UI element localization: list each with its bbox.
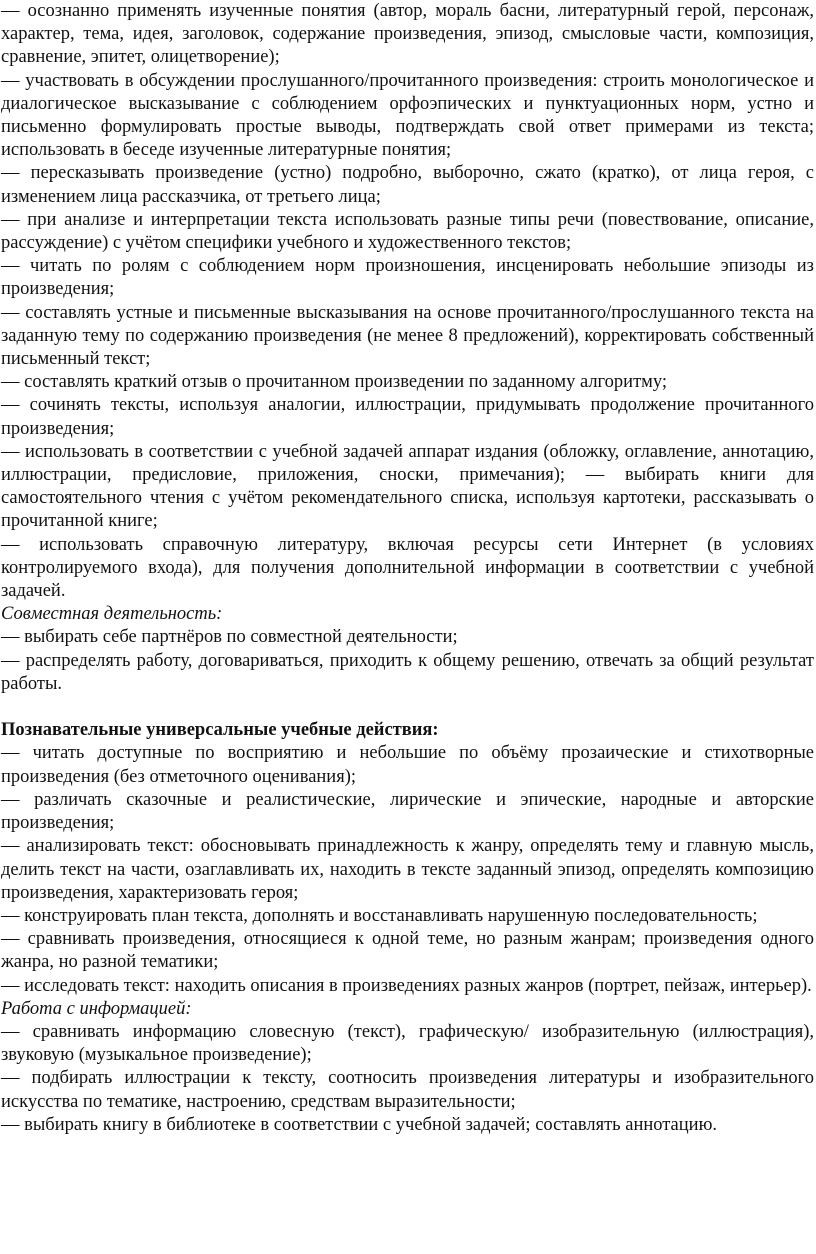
list-item: — при анализе и интерпретации текста использовать разные типы речи (повествование, описание, рассуждение) с учётом специфики учебного и художественного текстов; xyxy=(1,209,814,254)
list-item: — подбирать иллюстрации к тексту, соотносить произведения литературы и изобразительного искусства по тематике, настроению, средствам выразительности; xyxy=(1,1068,814,1112)
list-item: — конструировать план текста, дополнять и восстанавливать нарушенную последовательность; xyxy=(1,905,758,926)
list-item: — читать доступные по восприятию и небольшие по объёму прозаические и стихотворные произведения (без отметочного оценивания); xyxy=(1,743,814,787)
section-literary-skills xyxy=(1,0,814,603)
joint-activity-heading: Совместная деятельность: xyxy=(1,604,223,625)
section-information xyxy=(1,998,814,1137)
list-item: — использовать в соответствии с учебной задачей аппарат издания (обложку, оглавление, аннотацию, иллюстрации, предисловие, приложения, сноски, примечания); — выбирать книги для самостоятельного чтения с учётом рекомендательного списка, используя картотеки, рассказывать о прочитанной книге; xyxy=(1,441,814,532)
list-item: — осознанно применять изученные понятия (автор, мораль басни, литературный герой, персонаж, характер, тема, идея, заголовок, содержание произведения, эпизод, смысловые части, композиция, сравнение, эпитет, олицетворение); xyxy=(1,1,814,68)
list-item: — исследовать текст: находить описания в произведениях разных жанров (портрет, пейзаж, интерьер). xyxy=(1,975,812,996)
list-item: — сочинять тексты, используя аналогии, иллюстрации, придумывать продолжение прочитанного произведения; xyxy=(1,395,814,439)
list-item: — читать по ролям с соблюдением норм произношения, инсценировать небольшие эпизоды из произведения; xyxy=(1,256,814,300)
list-item: — пересказывать произведение (устно) подробно, выборочно, сжато (кратко), от лица героя, с изменением лица рассказчика, от третьего лица; xyxy=(1,163,814,207)
list-item: — распределять работу, договариваться, приходить к общему решению, отвечать за общий результат работы. xyxy=(1,650,814,694)
list-item: — сравнивать произведения, относящиеся к одной теме, но разным жанрам; произведения одного жанра, но разной тематики; xyxy=(1,929,814,973)
list-item: — составлять устные и письменные высказывания на основе прочитанного/прослушанного текста на заданную тему по содержанию произведения (не менее 8 предложений), корректировать собственный письменный текст; xyxy=(1,302,814,370)
cognitive-heading: Познавательные универсальные учебные действия: xyxy=(1,720,439,741)
list-item: — различать сказочные и реалистические, лирические и эпические, народные и авторские произведения; xyxy=(1,789,814,834)
list-item: — сравнивать информацию словесную (текст), графическую/ изобразительную (иллюстрация), звуковую (музыкальное произведение); xyxy=(1,1021,814,1066)
list-item: — выбирать книгу в библиотеке в соответствии с учебной задачей; составлять аннотацию. xyxy=(1,1114,718,1135)
list-item: — выбирать себе партнёров по совместной деятельности; xyxy=(1,627,458,648)
list-item: — использовать справочную литературу, включая ресурсы сети Интернет (в условиях контролируемого входа), для получения дополнительной информации в соответствии с учебной задачей. xyxy=(1,534,814,602)
list-item: — участвовать в обсуждении прослушанного/прочитанного произведения: строить монологическое и диалогическое высказывание с соблюдением орфоэпических и пунктуационных норм, устно и письменно формулировать простые выводы, подтверждать свой ответ примерами из текста; использовать в беседе изученные литературные понятия; xyxy=(1,70,814,161)
section-joint-activity xyxy=(1,603,814,696)
section-cognitive-actions xyxy=(1,719,814,997)
blank-line xyxy=(1,696,814,719)
information-heading: Работа с информацией: xyxy=(1,998,192,1019)
list-item: — анализировать текст: обосновывать принадлежность к жанру, определять тему и главную мысль, делить текст на части, озаглавливать их, находить в тексте заданный эпизод, определять композицию произведения, характеризовать героя; xyxy=(1,836,814,903)
list-item: — составлять краткий отзыв о прочитанном произведении по заданному алгоритму; xyxy=(1,372,668,393)
